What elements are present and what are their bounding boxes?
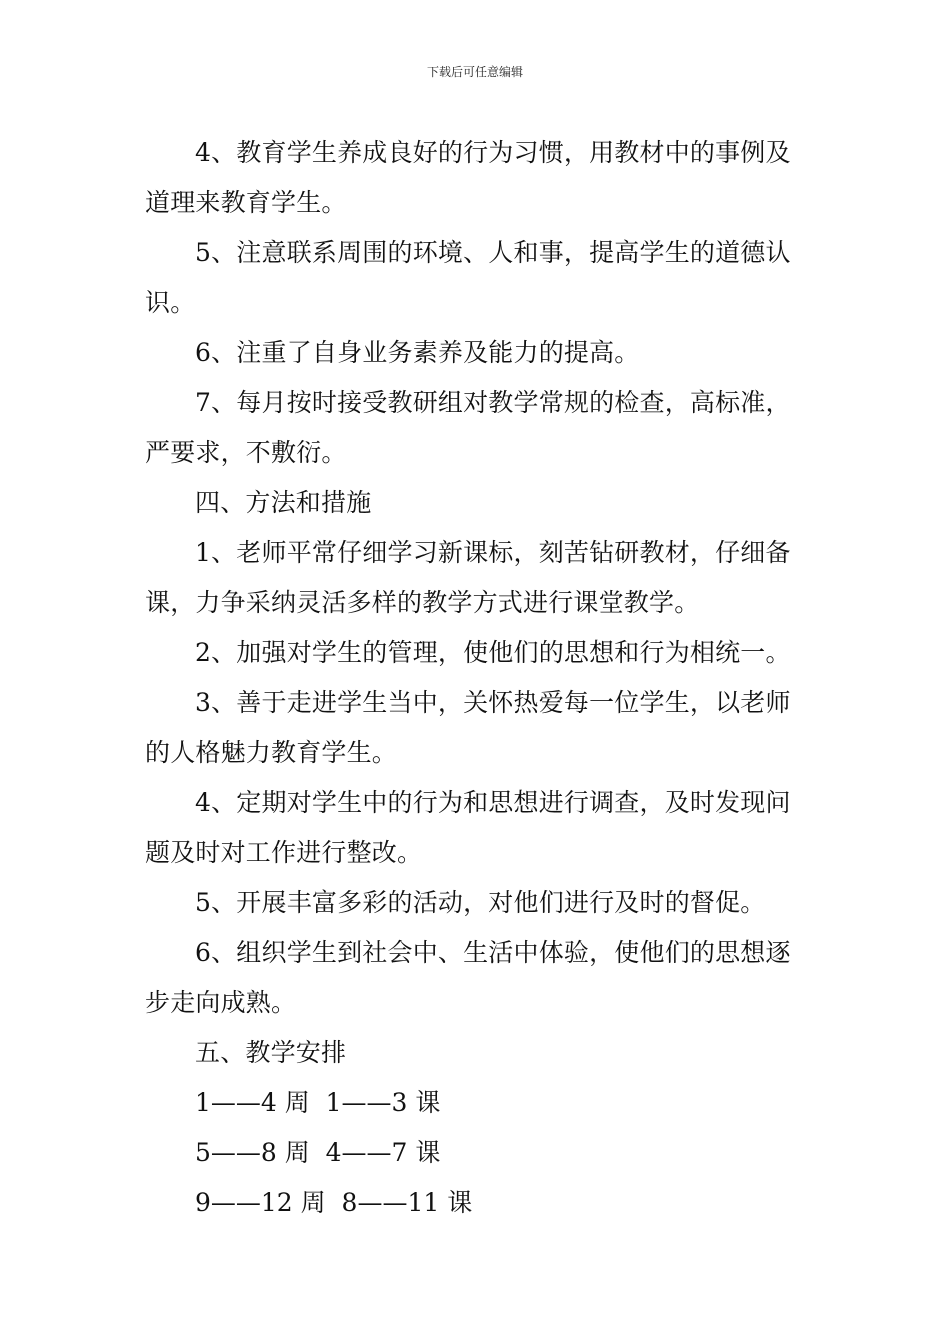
- method-item-3: 3、善于走进学生当中，关怀热爱每一位学生，以老师的人格魅力教育学生。: [145, 688, 791, 767]
- method-item-5: 5、开展丰富多彩的活动，对他们进行及时的督促。: [195, 888, 766, 917]
- section-heading-schedule: 五、教学安排: [195, 1038, 347, 1067]
- document-body: [145, 128, 810, 1228]
- page-header: 下载后可任意编辑: [426, 65, 523, 79]
- method-item-4: 4、定期对学生中的行为和思想进行调查，及时发现问题及时对工作进行整改。: [145, 788, 791, 867]
- schedule-row: 1——4 周 1——3 课: [195, 1088, 441, 1117]
- paragraph-item-6: 6、注重了自身业务素养及能力的提高。: [195, 338, 640, 367]
- method-item-2: 2、加强对学生的管理，使他们的思想和行为相统一。: [195, 638, 791, 667]
- paragraph-item-4: 4、教育学生养成良好的行为习惯，用教材中的事例及道理来教育学生。: [145, 138, 791, 217]
- paragraph-item-5: 5、注意联系周围的环境、人和事，提高学生的道德认识。: [145, 238, 791, 317]
- section-heading-methods: 四、方法和措施: [195, 488, 372, 517]
- method-item-6: 6、组织学生到社会中、生活中体验，使他们的思想逐步走向成熟。: [145, 938, 791, 1017]
- schedule-row: 5——8 周 4——7 课: [195, 1138, 441, 1167]
- paragraph-item-7: 7、每月按时接受教研组对教学常规的检查，高标准，严要求，不敷衍。: [145, 388, 791, 467]
- schedule-row: 9——12 周 8——11 课: [195, 1188, 473, 1217]
- method-item-1: 1、老师平常仔细学习新课标，刻苦钻研教材，仔细备课，力争采纳灵活多样的教学方式进行课堂教学。: [145, 538, 791, 617]
